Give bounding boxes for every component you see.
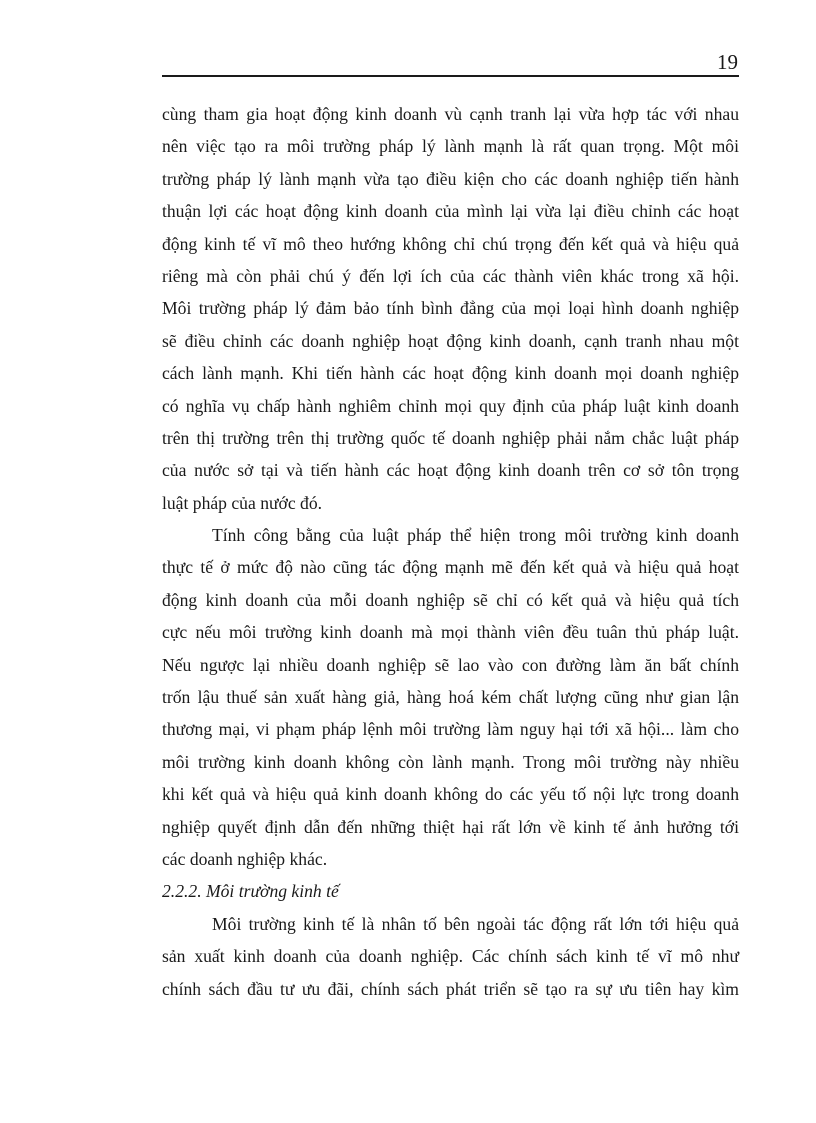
paragraph-line: khi kết quả và hiệu quả kinh doanh không do các yếu tố nội lực trong doanh [162, 784, 739, 805]
paragraph-line: trường pháp lý lành mạnh vừa tạo điều kiện cho các doanh nghiệp tiến hành [162, 168, 739, 189]
paragraph-fairness-of-law [162, 519, 739, 875]
paragraph-line: có nghĩa vụ chấp hành nghiêm chỉnh mọi quy định của pháp luật kinh doanh [162, 395, 739, 416]
paragraph-line: Nếu ngược lại nhiều doanh nghiệp sẽ lao vào con đường làm ăn bất chính [162, 654, 739, 675]
paragraph-legal-environment [162, 98, 739, 519]
paragraph-line: của nước sở tại và tiến hành các hoạt động kinh doanh trên cơ sở tôn trọng [162, 460, 739, 481]
paragraph-line: thương mại, vi phạm pháp lệnh môi trường làm nguy hại tới xã hội... làm cho [162, 719, 739, 740]
paragraph-line: luật pháp của nước đó. [162, 492, 323, 513]
paragraph-line: cách lành mạnh. Khi tiến hành các hoạt động kinh doanh mọi doanh nghiệp [162, 363, 739, 384]
paragraph-line: động kinh doanh của mỗi doanh nghiệp sẽ chỉ có kết quả và hiệu quả tích [162, 589, 739, 610]
page-body [162, 98, 739, 1005]
paragraph-line: động kinh tế vĩ mô theo hướng không chỉ chú trọng đến kết quả và hiệu quả [162, 233, 739, 254]
paragraph-line: Tính công bằng của luật pháp thể hiện trong môi trường kinh doanh [212, 525, 739, 546]
paragraph-line: riêng mà còn phải chú ý đến lợi ích của các thành viên khác trong xã hội. [162, 265, 739, 286]
paragraph-line: cùng tham gia hoạt động kinh doanh vù cạnh tranh lại vừa hợp tác với nhau [162, 104, 739, 124]
paragraph-line: Môi trường pháp lý đảm bảo tính bình đẳng của mọi loại hình doanh nghiệp [162, 298, 739, 319]
paragraph-line: thuận lợi các hoạt động kinh doanh của mình lại vừa lại điều chỉnh các hoạt [162, 201, 739, 222]
section-heading: 2.2.2. Môi trường kinh tế [162, 881, 339, 902]
paragraph-line: thực tế ở mức độ nào cũng tác động mạnh mẽ đến kết quả và hiệu quả hoạt [162, 557, 739, 578]
paragraph-line: trên thị trường trên thị trường quốc tế doanh nghiệp phải nắm chắc luật pháp [162, 427, 739, 448]
paragraph-line: Môi trường kinh tế là nhân tố bên ngoài tác động rất lớn tới hiệu quả [212, 913, 739, 934]
paragraph-line: nghiệp quyết định dẫn đến những thiệt hại rất lớn về kinh tế ảnh hưởng tới [162, 816, 739, 837]
header-rule [162, 75, 739, 77]
paragraph-line: chính sách đầu tư ưu đãi, chính sách phát triển sẽ tạo ra sự ưu tiên hay kìm [162, 978, 739, 999]
page-number: 19 [717, 50, 738, 74]
paragraph-line: nên việc tạo ra môi trường pháp lý lành mạnh là rất quan trọng. Một môi [162, 136, 739, 157]
paragraph-line: trốn lậu thuế sản xuất hàng giả, hàng hoá kém chất lượng cũng như gian lận [162, 687, 739, 708]
paragraph-line: sẽ điều chỉnh các doanh nghiệp hoạt động kinh doanh, cạnh tranh nhau một [162, 330, 739, 351]
paragraph-line: môi trường kinh doanh không còn lành mạnh. Trong môi trường này nhiều [162, 751, 739, 772]
paragraph-line: cực nếu môi trường kinh doanh mà mọi thành viên đều tuân thủ pháp luật. [162, 622, 739, 643]
paragraph-economic-environment [162, 908, 739, 1005]
paragraph-line: sản xuất kinh doanh của doanh nghiệp. Các chính sách kinh tế vĩ mô như [162, 946, 739, 967]
paragraph-line: các doanh nghiệp khác. [162, 848, 328, 869]
